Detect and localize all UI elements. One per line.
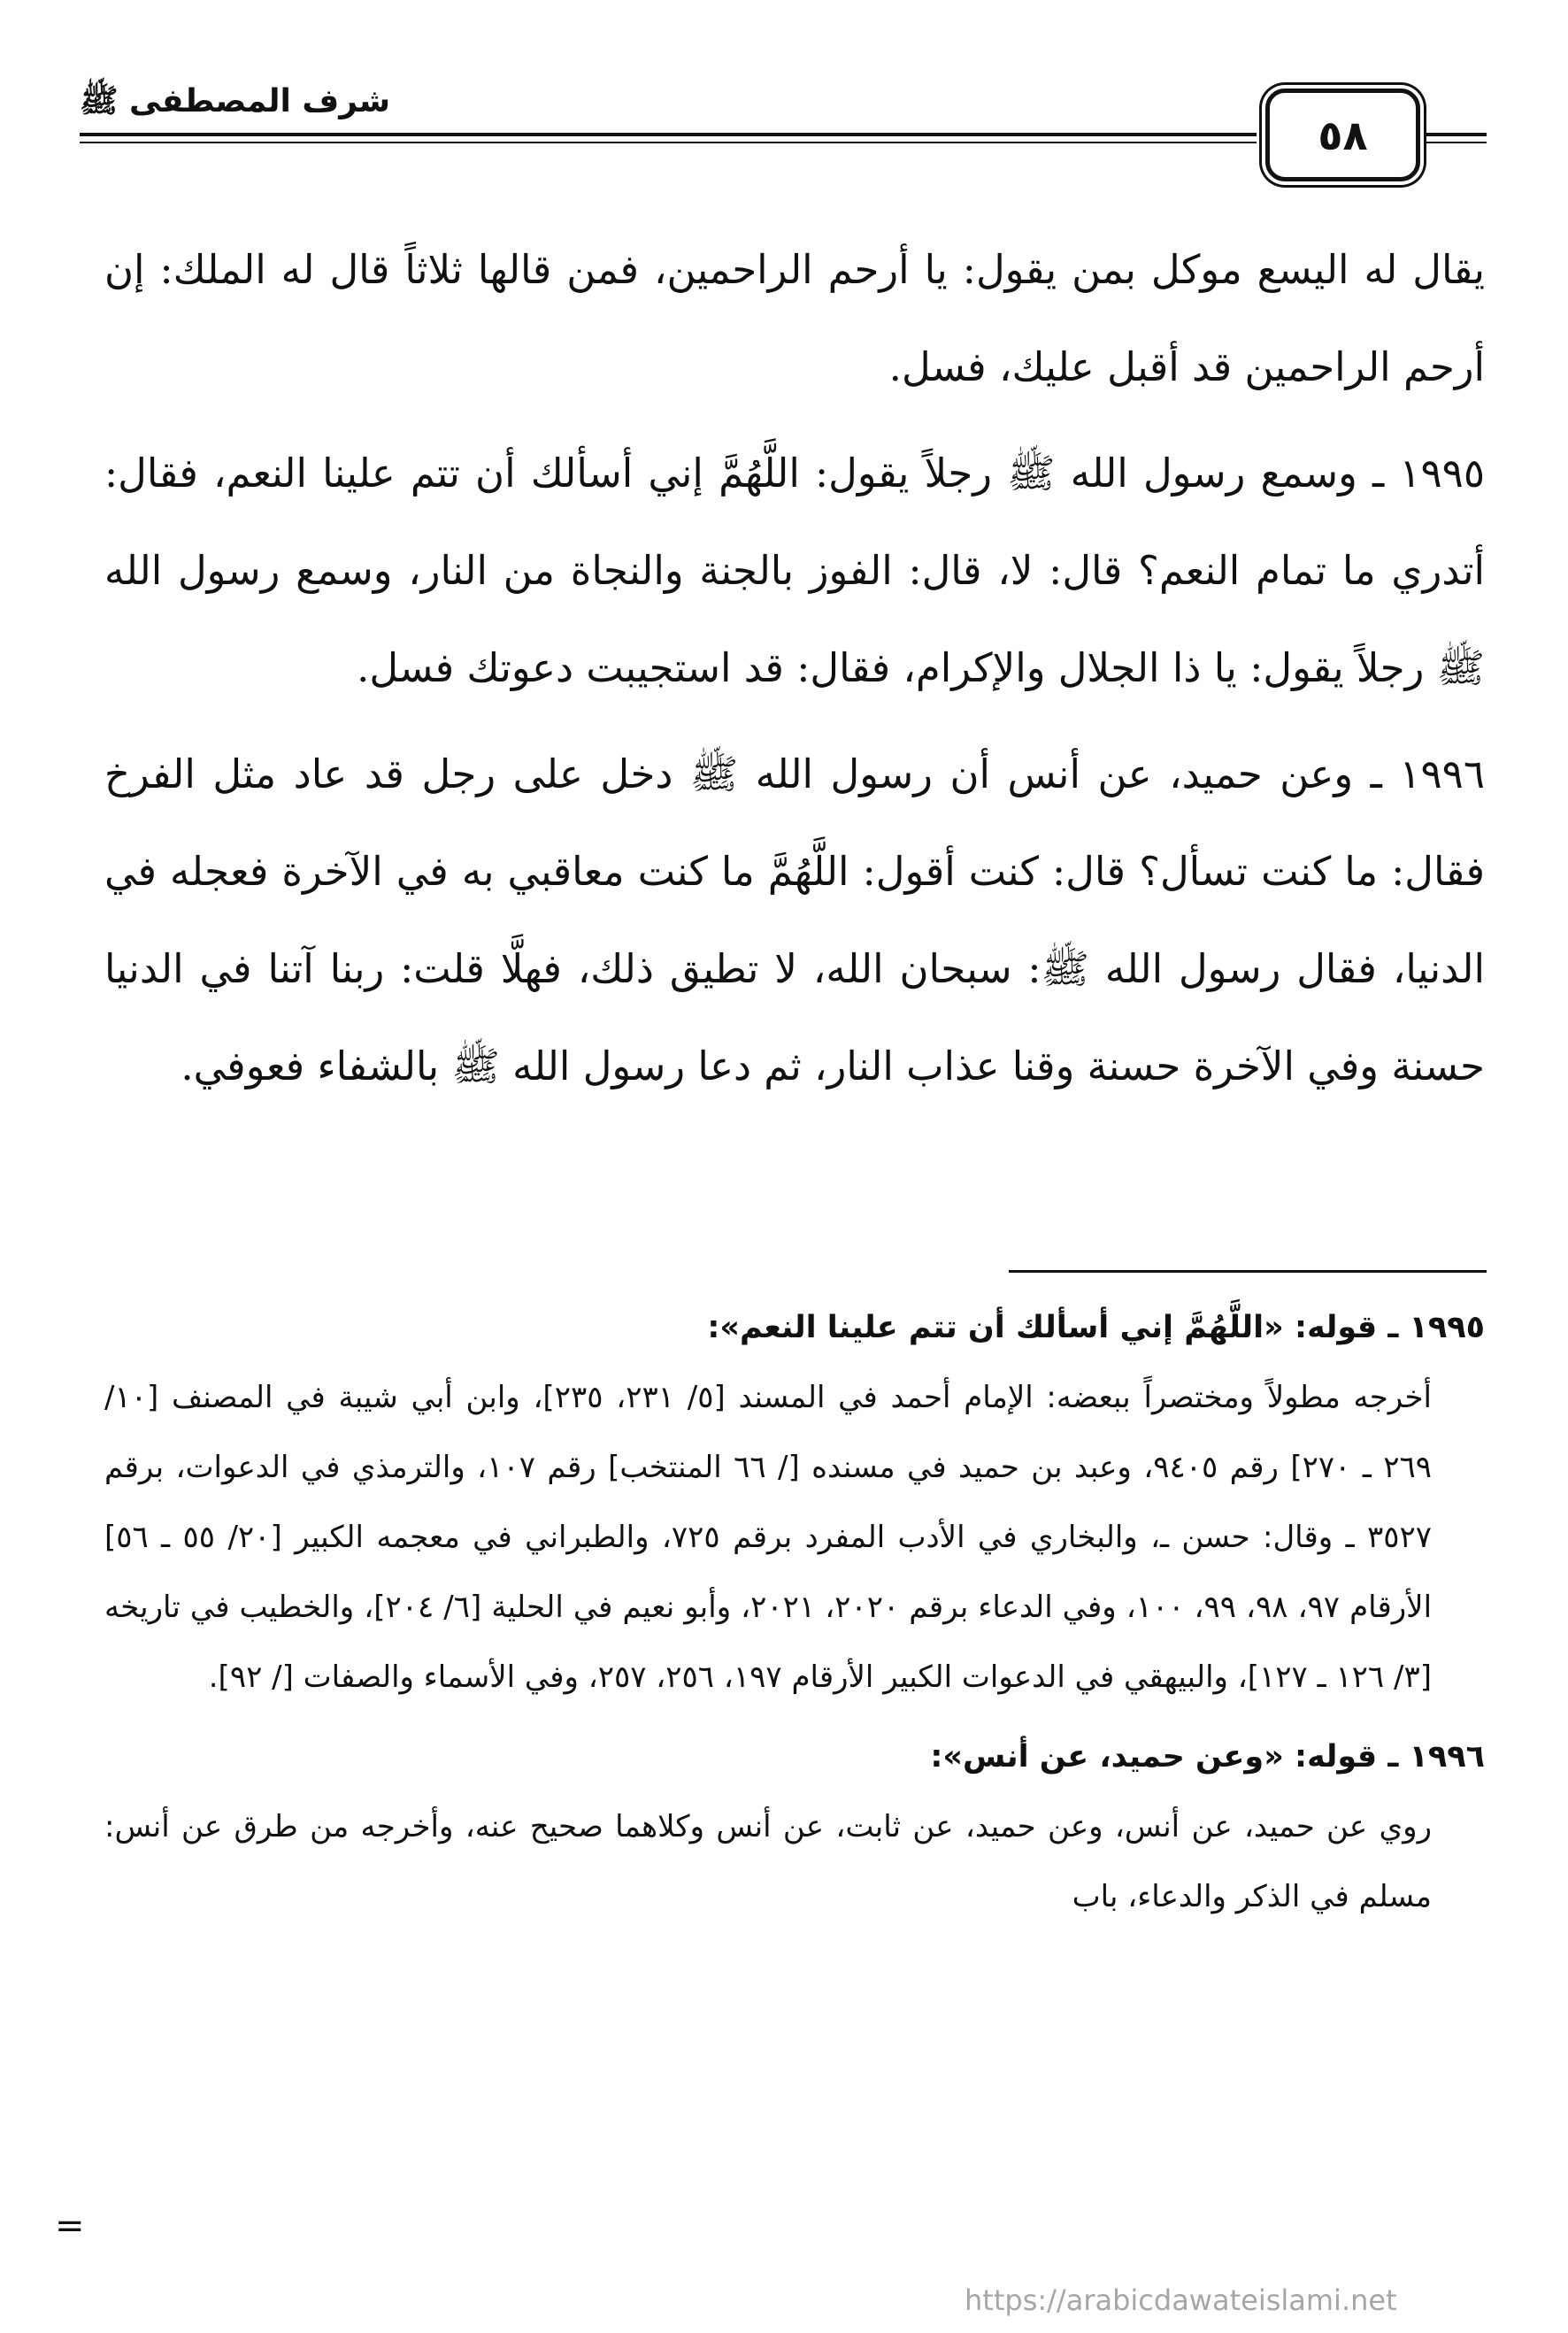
footnote-divider	[1009, 1270, 1487, 1273]
paragraph-1995: ١٩٩٥ ـ وسمع رسول الله ﷺ رجلاً يقول: اللَّهُمَّ إني أسألك أن تتم علينا النعم، فقال: أتدري ما تمام النعم؟ قال: لا، قال: الفوز بالجنة والنجاة من النار، وسمع رسول الله ﷺ رجلاً يقول: يا ذا الجلال والإكرام، فقال: قد استجيبت دعوتك فسل.	[104, 450, 1485, 691]
footnote-1995-heading: ١٩٩٥ ـ قوله: «اللَّهُمَّ إني أسألك أن تتم علينا النعم»:	[707, 1310, 1485, 1345]
page-number: ٥٨	[1265, 89, 1420, 181]
main-text	[104, 221, 1485, 1124]
footnote-1996-heading: ١٩٩٦ ـ قوله: «وعن حميد، عن أنس»:	[930, 1739, 1485, 1775]
header-rule-right	[1416, 133, 1487, 136]
header-rule-thin	[80, 142, 1257, 143]
continuation-mark: =	[55, 2206, 85, 2246]
footnote-1995-body: أخرجه مطولاً ومختصراً ببعضه: الإمام أحمد في المسند [٥/ ٢٣١، ٢٣٥]، وابن أبي شيبة في المصنف [١٠/ ٢٦٩ ـ ٢٧٠] رقم ٩٤٠٥، وعبد بن حميد في مسنده [/ ٦٦ المنتخب] رقم ١٠٧، والترمذي في الدعوات، برقم ٣٥٢٧ ـ وقال: حسن ـ، والبخاري في الأدب المفرد برقم ٧٢٥، والطبراني في معجمه الكبير [٢٠/ ٥٥ ـ ٥٦] الأرقام ٩٧، ٩٨، ٩٩، ١٠٠، وفي الدعاء برقم ٢٠٢٠، ٢٠٢١، وأبو نعيم في الحلية [٦/ ٢٠٤]، والخطيب في تاريخه [٣/ ١٢٦ ـ ١٢٧]، والبيهقي في الدعوات الكبير الأرقام ١٩٧، ٢٥٦، ٢٥٧، وفي الأسماء والصفات [/ ٩٢].	[104, 1380, 1433, 1695]
footnotes	[104, 1292, 1485, 1932]
header-rule	[80, 133, 1257, 136]
paragraph-intro: يقال له اليسع موكل بمن يقول: يا أرحم الراحمين، فمن قالها ثلاثاً قال له الملك: إن أرحم الراحمين قد أقبل عليك، فسل.	[104, 246, 1485, 390]
footnote-1996-body: روي عن حميد، عن أنس، وعن حميد، عن ثابت، عن أنس وكلاهما صحيح عنه، وأخرجه من طرق عن أنس: مسلم في الذكر والدعاء، باب	[104, 1809, 1432, 1914]
header-rule-right-thin	[1416, 142, 1487, 143]
paragraph-1996: ١٩٩٦ ـ وعن حميد، عن أنس أن رسول الله ﷺ دخل على رجل قد عاد مثل الفرخ فقال: ما كنت تسأل؟ قال: كنت أقول: اللَّهُمَّ ما كنت معاقبي به في الآخرة فعجله في الدنيا، فقال رسول الله ﷺ: سبحان الله، لا تطيق ذلك، فهلَّا قلت: ربنا آتنا في الدنيا حسنة وفي الآخرة حسنة وقنا عذاب النار، ثم دعا رسول الله ﷺ بالشفاء فعوفي.	[104, 751, 1485, 1090]
running-title: شرف المصطفى ﷺ	[80, 83, 391, 119]
watermark-url: https://arabicdawateislami.net	[965, 2283, 1397, 2317]
